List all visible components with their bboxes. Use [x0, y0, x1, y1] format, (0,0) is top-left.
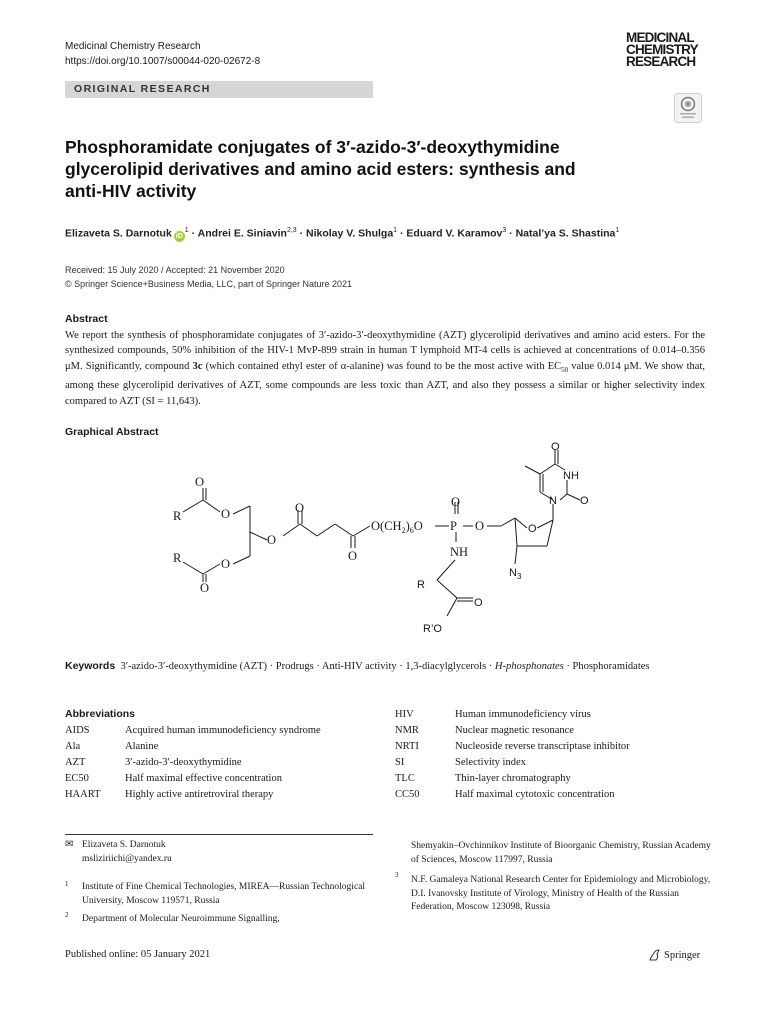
journal-name: Medicinal Chemistry Research	[65, 41, 201, 52]
affiliation-1: Institute of Fine Chemical Technologies, MIREA—Russian Technological University, Moscow 119571, Russia	[82, 882, 366, 906]
section-label: ORIGINAL RESEARCH	[74, 83, 211, 95]
abbreviation-row: AZT 3′-azido-3′-deoxythymidine	[65, 757, 242, 768]
doi-link[interactable]: https://doi.org/10.1007/s00044-020-02672-8	[65, 56, 261, 67]
svg-text:O: O	[221, 557, 231, 571]
copyright-notice: © Springer Science+Business Media, LLC, part of Springer Nature 2021	[65, 279, 353, 289]
author-affiliation: 2,3	[286, 227, 297, 234]
abbreviations-right	[395, 707, 630, 803]
publisher-name: Springer	[664, 949, 701, 961]
svg-text:R: R	[173, 551, 182, 565]
svg-text:O: O	[195, 475, 205, 489]
affiliation-3: N.F. Gamaleya National Research Center for Epidemiology and Microbiology, D.I. Ivanovsky Institute of Virology, Ministry of Health of the Russian Federation, Moscow 123098, Russia	[411, 875, 711, 912]
logo-line: MEDICINAL	[626, 30, 694, 45]
abbreviation-row: TLC Thin-layer chromatography	[395, 773, 571, 784]
svg-text:R: R	[417, 579, 425, 591]
author-affiliation: 3	[502, 227, 507, 234]
abbreviation-row: EC50 Half maximal effective concentration	[65, 773, 282, 784]
footnote-number: 1	[65, 880, 69, 888]
logo-line: CHEMISTRY	[626, 42, 698, 57]
abbreviation-row: CC50 Half maximal cytotoxic concentration	[395, 789, 615, 800]
keyword[interactable]: 1,3-diacylglycerols	[405, 661, 487, 672]
article-title: Phosphoramidate conjugates of 3′-azido-3′-deoxythymidine glycerolipid derivatives and amino acid esters: synthesis and anti-HIV activity	[65, 137, 576, 201]
keyword[interactable]: Prodrugs	[275, 661, 314, 672]
footnote-number: 2	[65, 911, 69, 919]
orcid-icon[interactable]: iD	[175, 232, 183, 240]
svg-text:O: O	[551, 441, 560, 453]
svg-text:O: O	[348, 549, 358, 563]
svg-text:O: O	[451, 495, 461, 509]
keywords-label: Keywords	[65, 660, 116, 672]
graphical-abstract-heading: Graphical Abstract	[65, 426, 159, 438]
abbreviation-row: HAART Highly active antiretroviral therapy	[65, 789, 274, 800]
svg-text:NH: NH	[450, 545, 469, 559]
check-for-updates-button[interactable]	[674, 93, 702, 123]
compound-id: 3c	[192, 360, 203, 372]
author-list: Elizaveta S. Darnotuk $iD^1$ · Andrei E. Siniavin$^{2,3}$ · Nikolay V. Shulga$^1$ · Eduard V. Karamov$^3$ · Natal’ya S. Shastina$^1$	[65, 227, 620, 240]
abstract-heading: Abstract	[65, 313, 108, 325]
svg-text:O: O	[267, 533, 277, 547]
abbreviations-heading: Abbreviations	[65, 708, 136, 720]
affiliation-2: Department of Molecular Neuroimmune Signalling,	[82, 914, 280, 924]
abbreviation-row: SI Selectivity index	[395, 757, 526, 768]
author-affiliation: 1	[393, 227, 398, 234]
author-name[interactable]: Eduard V. Karamov	[406, 227, 503, 240]
svg-text:N3: $N_3$	[509, 567, 522, 581]
author-name[interactable]: Andrei E. Siniavin	[197, 227, 287, 240]
envelope-icon: ✉	[65, 839, 74, 850]
keyword[interactable]: Anti-HIV activity	[321, 661, 397, 672]
author-name[interactable]: Elizaveta S. Darnotuk	[65, 227, 172, 240]
svg-text:P: P	[450, 519, 457, 533]
abbreviation-row: HIV Human immunodeficiency virus	[395, 709, 591, 720]
published-date: Published online: 05 January 2021	[65, 949, 211, 960]
publisher-logo	[648, 948, 700, 962]
footnote-divider	[65, 834, 373, 835]
abbreviation-row: Ala Alanine	[65, 741, 159, 752]
abbreviation-row: AIDS Acquired human immunodeficiency syndrome	[65, 725, 321, 736]
keyword[interactable]: Phosphoramidates	[572, 661, 650, 672]
author-affiliation: 1	[184, 227, 189, 234]
svg-text:O: O	[580, 495, 589, 507]
abbreviation-row: NMR Nuclear magnetic resonance	[395, 725, 574, 736]
corresponding-email[interactable]: msliziriichi@yandex.ru	[82, 854, 172, 864]
logo-line: RESEARCH	[626, 54, 696, 69]
check-updates-icon	[674, 93, 702, 123]
keyword[interactable]: 3′-azido-3′-deoxythymidine (AZT)	[120, 661, 268, 672]
abbreviation-row: NRTI Nucleoside reverse transcriptase inhibitor	[395, 741, 630, 752]
svg-text:O: O	[475, 519, 485, 533]
svg-text:N: N	[549, 495, 557, 507]
svg-text:NH: NH	[563, 470, 579, 482]
affiliation-2-continued: Shemyakin–Ovchinnikov Institute of Bioorganic Chemistry, Russian Academy of Sciences, Moscow 117997, Russia	[411, 841, 711, 865]
author-name[interactable]: Nikolay V. Shulga	[306, 227, 394, 240]
svg-text:R’O: R’O	[423, 623, 442, 635]
corresponding-author: Elizaveta S. Darnotuk	[82, 840, 166, 850]
svg-text:O(CH2)6O: $O(CH_2)_6O$	[371, 519, 423, 535]
graphical-abstract-structure	[165, 440, 605, 640]
author-affiliation: 1	[615, 227, 620, 234]
svg-text:O: O	[474, 597, 483, 609]
svg-text:O: O	[528, 523, 537, 535]
abstract-text: We report the synthesis of phosphoramidate conjugates of 3′-azido-3′-deoxythymidine (AZT) glycerolipid derivatives and amino acid esters. For the synthesized compounds, 50% inhibition of the HIV-1 MvP-899 strain in human T lymphoid MT-4 cells is achieved at concentrations of 0.014–0.356 μM. Significantly, compound 3c (which contained ethyl ester of α-alanine) was found to be the most active with $EC_{50}$ value 0.014 μM. We show that, among these glycerolipid derivatives of AZT, some compounds are less toxic than AZT, and also they possess a similar or higher selectivity index compared to AZT (SI = 11,643).	[65, 330, 705, 407]
abbreviations-left	[65, 723, 321, 803]
svg-text:R: R	[173, 509, 182, 523]
svg-text:O: O	[295, 501, 305, 515]
springer-horse-icon	[648, 948, 661, 962]
keyword[interactable]: H-phosphonates	[494, 661, 564, 672]
received-accepted-dates: Received: 15 July 2020 / Accepted: 21 November 2020	[65, 265, 285, 275]
svg-text:O: O	[221, 507, 231, 521]
author-name[interactable]: Natal’ya S. Shastina	[515, 227, 616, 240]
footnote-number: 3	[395, 871, 399, 879]
keywords: Keywords 3′-azido-3′-deoxythymidine (AZT) · Prodrugs · Anti-HIV activity · 1,3-diacylglycerols · H-phosphonates · Phosphoramidates	[65, 660, 650, 672]
journal-logo	[626, 32, 706, 68]
svg-text:O: O	[200, 581, 210, 595]
